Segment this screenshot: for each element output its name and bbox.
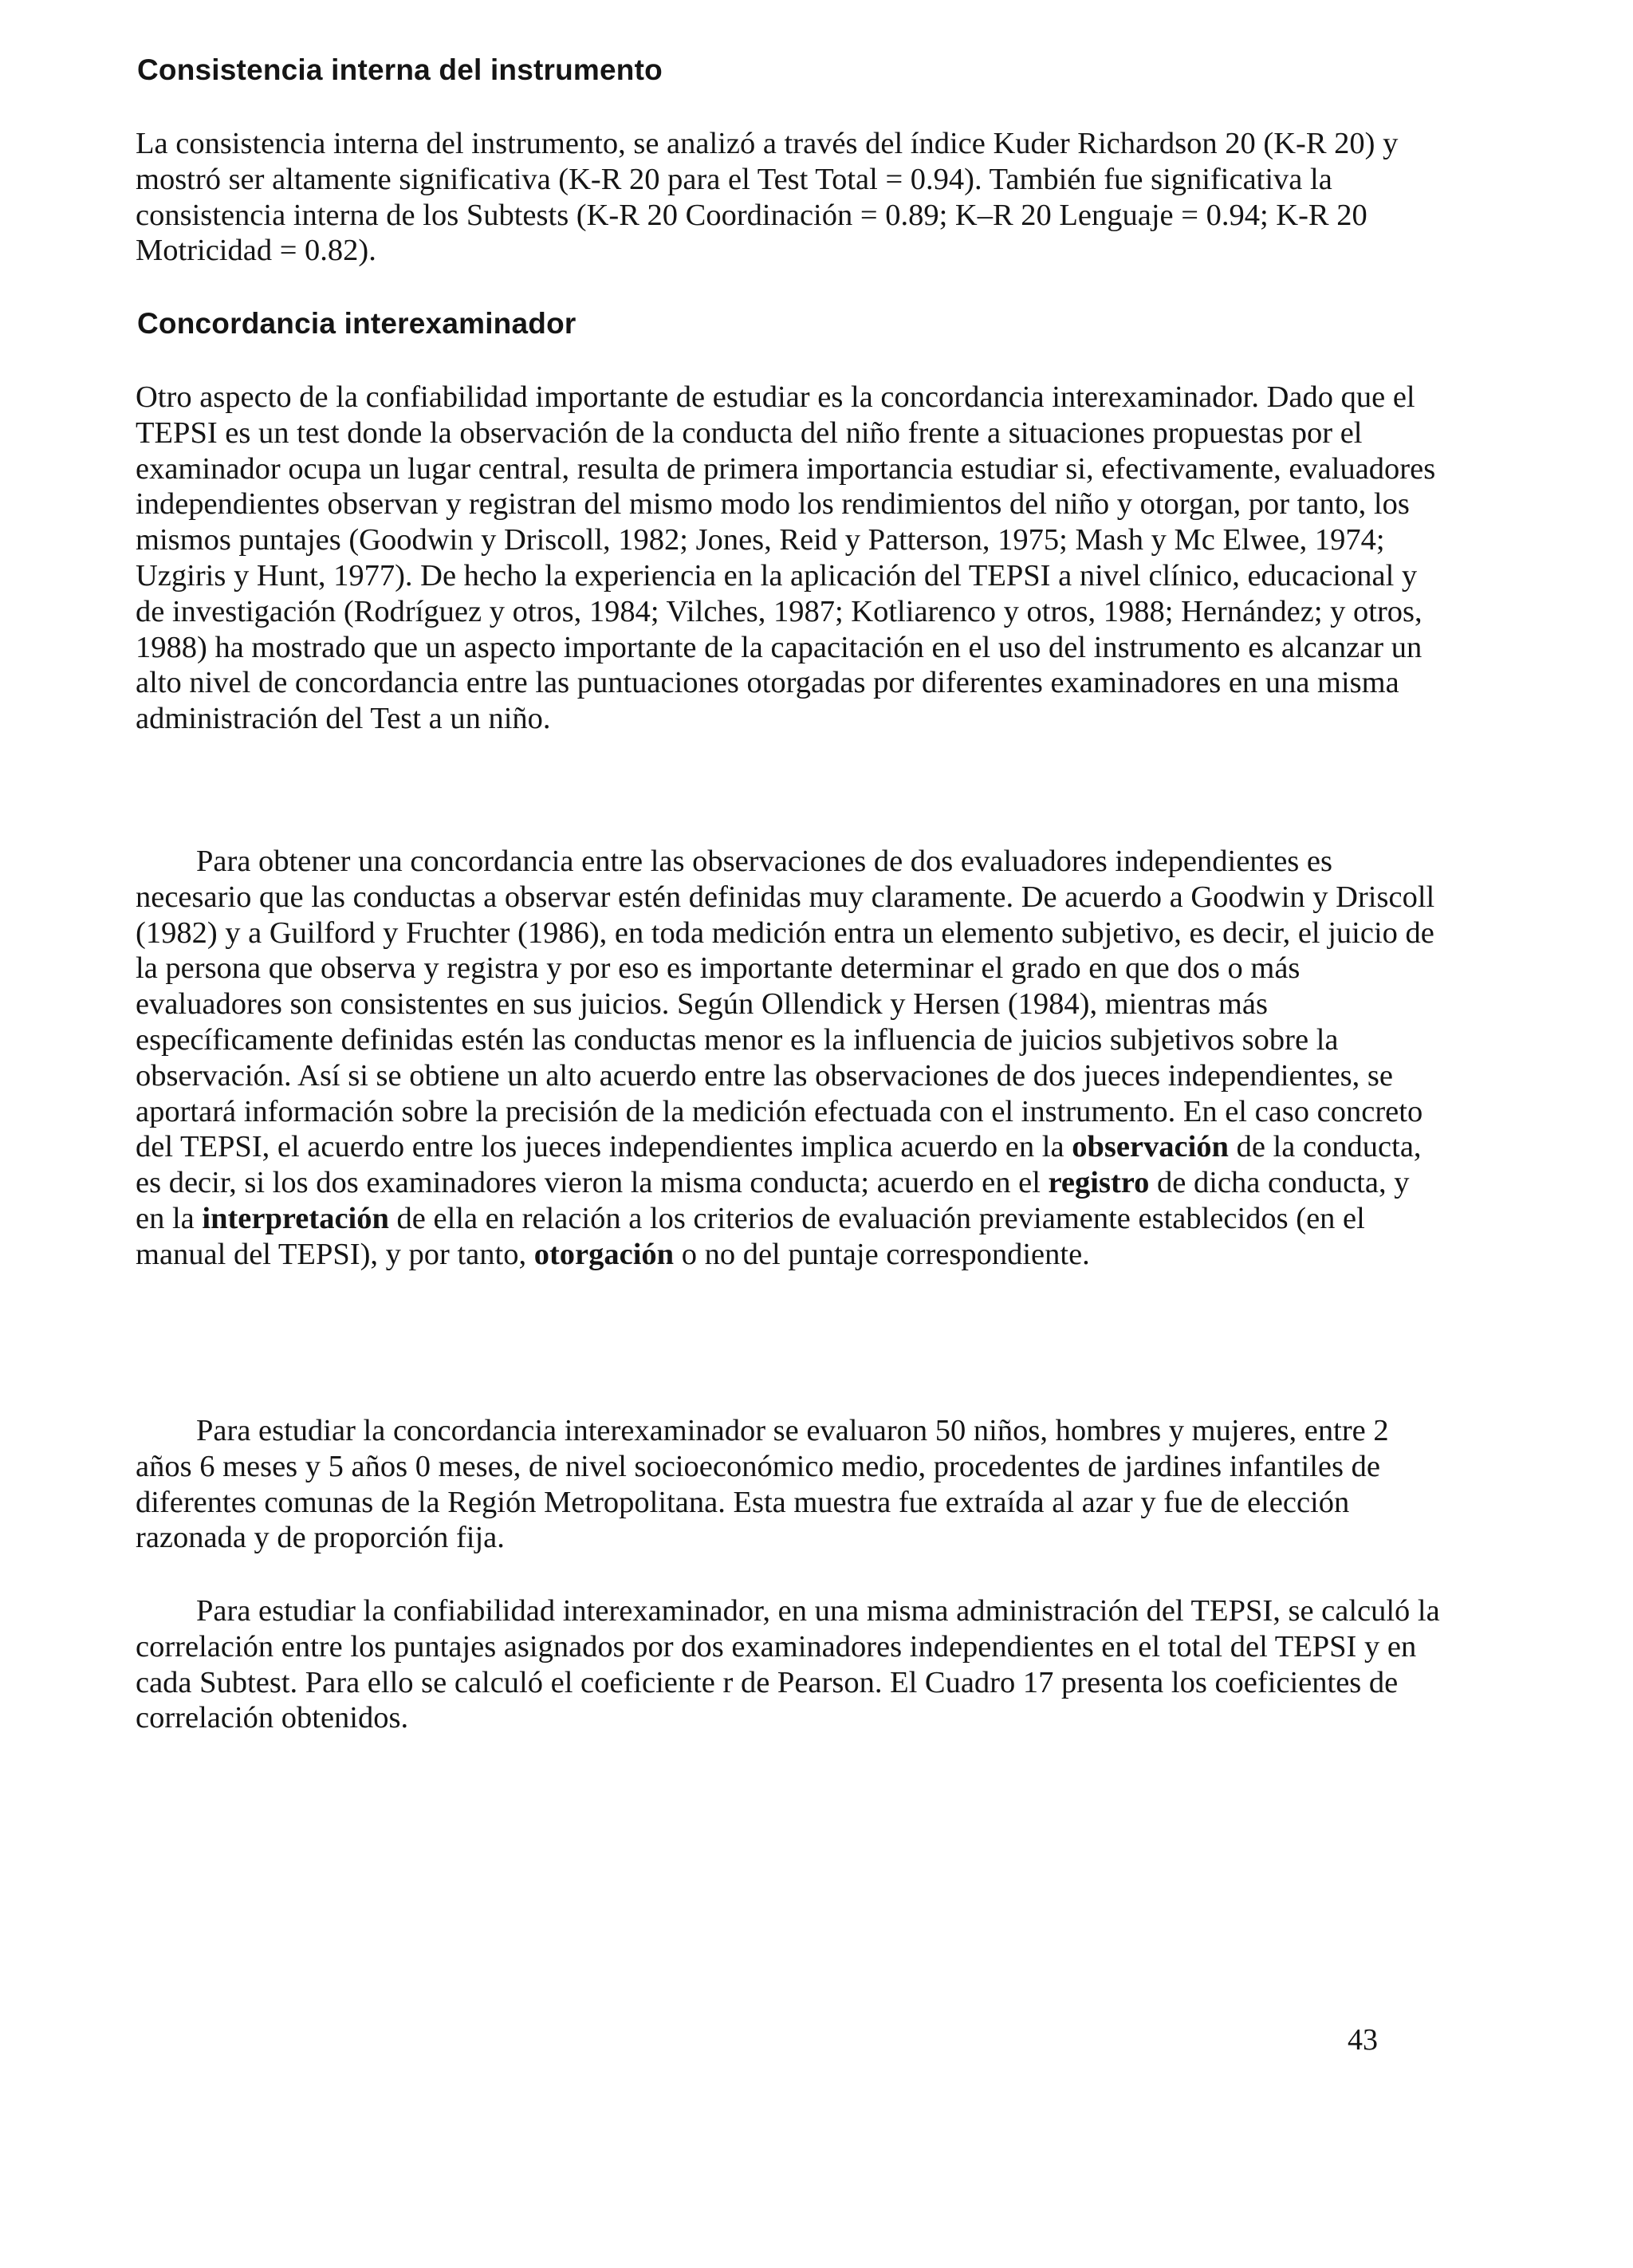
section-heading-concordancia: Concordancia interexaminador bbox=[137, 307, 576, 340]
section-heading-consistencia: Consistencia interna del instrumento bbox=[137, 53, 663, 86]
paragraph-text: de dicha conducta, y en la bbox=[136, 1166, 1410, 1235]
page-number: 43 bbox=[1348, 2023, 1378, 2057]
paragraph-concordancia-definicion bbox=[136, 844, 1443, 1273]
paragraph-concordancia-intro: Otro aspecto de la confiabilidad importante de estudiar es la concordancia interexaminador. Dado que el TEPSI es un test donde la observación de la conducta del niño frente a situaciones propuestas por el examinador ocupa un lugar central, resulta de primera importancia estudiar si, efectivamente, evaluadores independientes observan y registran del mismo modo los rendimientos del niño y otorgan, por tanto, los mismos puntajes (Goodwin y Driscoll, 1982; Jones, Reid y Patterson, 1975; Mash y Mc Elwee, 1974; Uzgiris y Hunt, 1977). De hecho la experiencia en la aplicación del TEPSI a nivel clínico, educacional y de investigación (Rodríguez y otros, 1984; Vilches, 1987; Kotliarenco y otros, 1988; Hernández; y otros, 1988) ha mostrado que un aspecto importante de la capacitación en el uso del instrumento es alcanzar un alto nivel de concordancia entre las puntuaciones otorgadas por diferentes examinadores en una misma administración del Test a un niño. bbox=[136, 380, 1436, 736]
bold-term-interpretacion: interpretación bbox=[202, 1201, 389, 1235]
bold-term-otorgacion: otorgación bbox=[533, 1237, 675, 1271]
bold-term-observacion: observación bbox=[1072, 1130, 1229, 1164]
paragraph-text: Para obtener una concordancia entre las observaciones de dos evaluadores independientes es necesario que las conductas a observar estén definidas muy claramente. De acuerdo a Goodwin y Driscoll (1982) y a Guilford y Fruchter (1986), en toda medición entra un elemento subjetivo, es decir, el juicio de la persona que observa y registra y por eso es importante determinar el grado en que dos o más evaluadores son consistentes en sus juicios. Según Ollendick y Hersen (1984), mientras más específicamente definidas estén las conductas menor es la influencia de juicios subjetivos sobre la observación. Así si se obtiene un alto acuerdo entre las observaciones de dos jueces independientes, se aportará información sobre la precisión de la medición efectuada con el instrumento. En el caso concreto del TEPSI, el acuerdo entre los jueces independientes implica acuerdo en la bbox=[136, 845, 1435, 1164]
paragraph-text: de la conducta, es decir, si los dos examinadores vieron la misma conducta; acuerdo en el bbox=[136, 1130, 1422, 1200]
paragraph-text: o no del puntaje correspondiente. bbox=[674, 1237, 1090, 1271]
paragraph-text: de ella en relación a los criterios de evaluación previamente establecidos (en el manual del TEPSI), y por tanto, bbox=[136, 1201, 1365, 1271]
paragraph-confiabilidad: Para estudiar la confiabilidad interexaminador, en una misma administración del TEPSI, se calculó la correlación entre los puntajes asignados por dos examinadores independientes en el total del TEPSI y en cada Subtest. Para ello se calculó el coeficiente r de Pearson. El Cuadro 17 presenta los coeficientes de correlación obtenidos. bbox=[136, 1594, 1440, 1735]
paragraph-muestra: Para estudiar la concordancia interexaminador se evaluaron 50 niños, hombres y mujeres, entre 2 años 6 meses y 5 años 0 meses, de nivel socioeconómico medio, procedentes de jardines infantiles de diferentes comunas de la Región Metropolitana. Esta muestra fue extraída al azar y fue de elección razonada y de proporción fija. bbox=[136, 1414, 1389, 1555]
bold-term-registro: registro bbox=[1048, 1166, 1150, 1200]
paragraph-consistencia: La consistencia interna del instrumento, se analizó a través del índice Kuder Richardson 20 (K-R 20) y mostró ser altamente significativa (K-R 20 para el Test Total = 0.94). También fue significativa la consistencia interna de los Subtests (K-R 20 Coordinación = 0.89; K–R 20 Lenguaje = 0.94; K-R 20 Motricidad = 0.82). bbox=[136, 127, 1399, 268]
